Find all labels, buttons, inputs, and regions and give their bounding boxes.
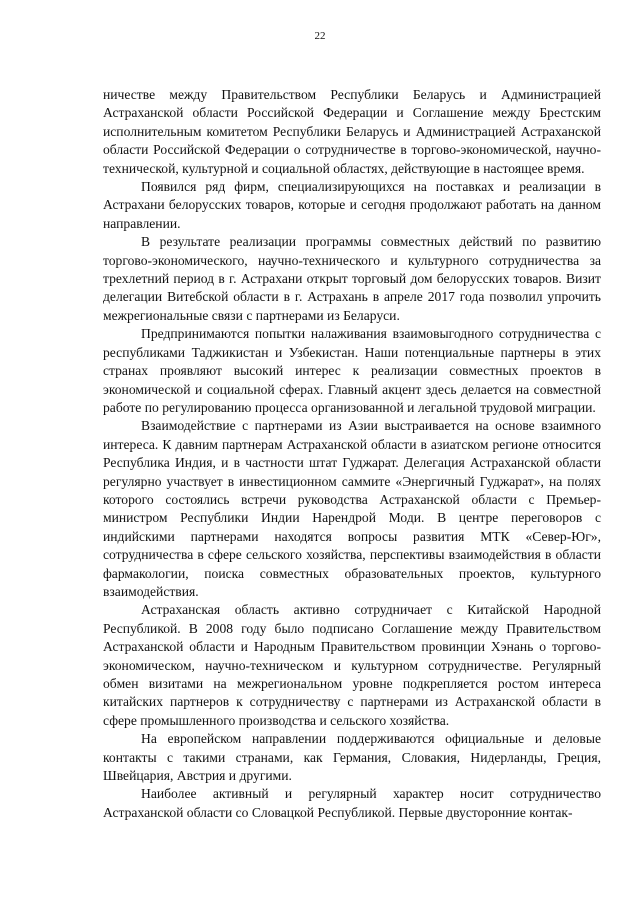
paragraph-slovakia: Наиболее активный и регулярный характер носит сотрудничество Астраханской области со Словацкой Республикой. Первые двусторонние контак-	[103, 786, 601, 820]
paragraph-belarus-firms: Появился ряд фирм, специализирующихся на поставках и реализации в Астрахани белорусских товаров, которые и сегодня продолжают работать на данном направлении.	[103, 179, 601, 231]
paragraph-belarus-agreements: ничестве между Правительством Республики Беларусь и Администрацией Астраханской области Российской Федерации и Соглашение между Брестским исполнительным комитетом Республики Беларусь и Администрацией Астраханской области Российской Федерации о сотрудничестве в торгово-экономической, научно-технической, культурной и социальной областях, действующие в настоящее время.	[103, 87, 601, 176]
paragraph-india: Взаимодействие с партнерами из Азии выстраивается на основе взаимного интереса. К давним партнерам Астраханской области в азиатском регионе относится Республика Индия, и в частности штат Гуджарат. Делегация Астраханской области регулярно участвует в инвестиционном саммите «Энергичный Гуджарат», на полях которого состоялись встречи руководства Астраханской области с Премьер-министром Республики Индии Нарендрой Моди. В центре переговоров с индийскими партнерами находятся вопросы развития МТК «Север-Юг», сотрудничества в сфере сельского хозяйства, перспективы взаимодействия в области фармакологии, поиска совместных образовательных проектов, культурного взаимодействия.	[103, 418, 601, 599]
paragraph-europe: На европейском направлении поддерживаются официальные и деловые контакты с такими странами, как Германия, Словакия, Нидерланды, Греция, Швейцария, Австрия и другими.	[103, 731, 601, 784]
paragraph-central-asia: Предпринимаются попытки налаживания взаимовыгодного сотрудничества с республиками Таджикистан и Узбекистан. Наши потенциальные партнеры в этих странах проявляют высокий интерес к реализации совместных проектов в экономической и социальной сферах. Главный акцент здесь делается на совместной работе по регулированию процесса организованной и легальной трудовой миграции.	[103, 326, 601, 415]
paragraph-china: Астраханская область активно сотрудничает с Китайской Народной Республикой. В 2008 году было подписано Соглашение между Правительством Астраханской области и Народным Правительством провинции Хэнань о торгово-экономическом, научно-техническом и культурном сотрудничестве. Регулярный обмен визитами на межрегиональном уровне подкрепляется ростом интереса китайских партнеров к сотрудничеству с партнерами из Астраханской области в сфере промышленного производства и сельского хозяйства.	[103, 602, 601, 728]
page-number: 22	[314, 30, 326, 42]
paragraph-trade-house: В результате реализации программы совместных действий по развитию торгово-экономического, научно-технического и культурного сотрудничества за трехлетний период в г. Астрахани открыт торговый дом белорусских товаров. Визит делегации Витебской области в г. Астрахань в апреле 2017 года позволил упрочить межрегиональные связи с партнерами из Беларуси.	[103, 234, 601, 323]
body-text	[103, 86, 601, 822]
